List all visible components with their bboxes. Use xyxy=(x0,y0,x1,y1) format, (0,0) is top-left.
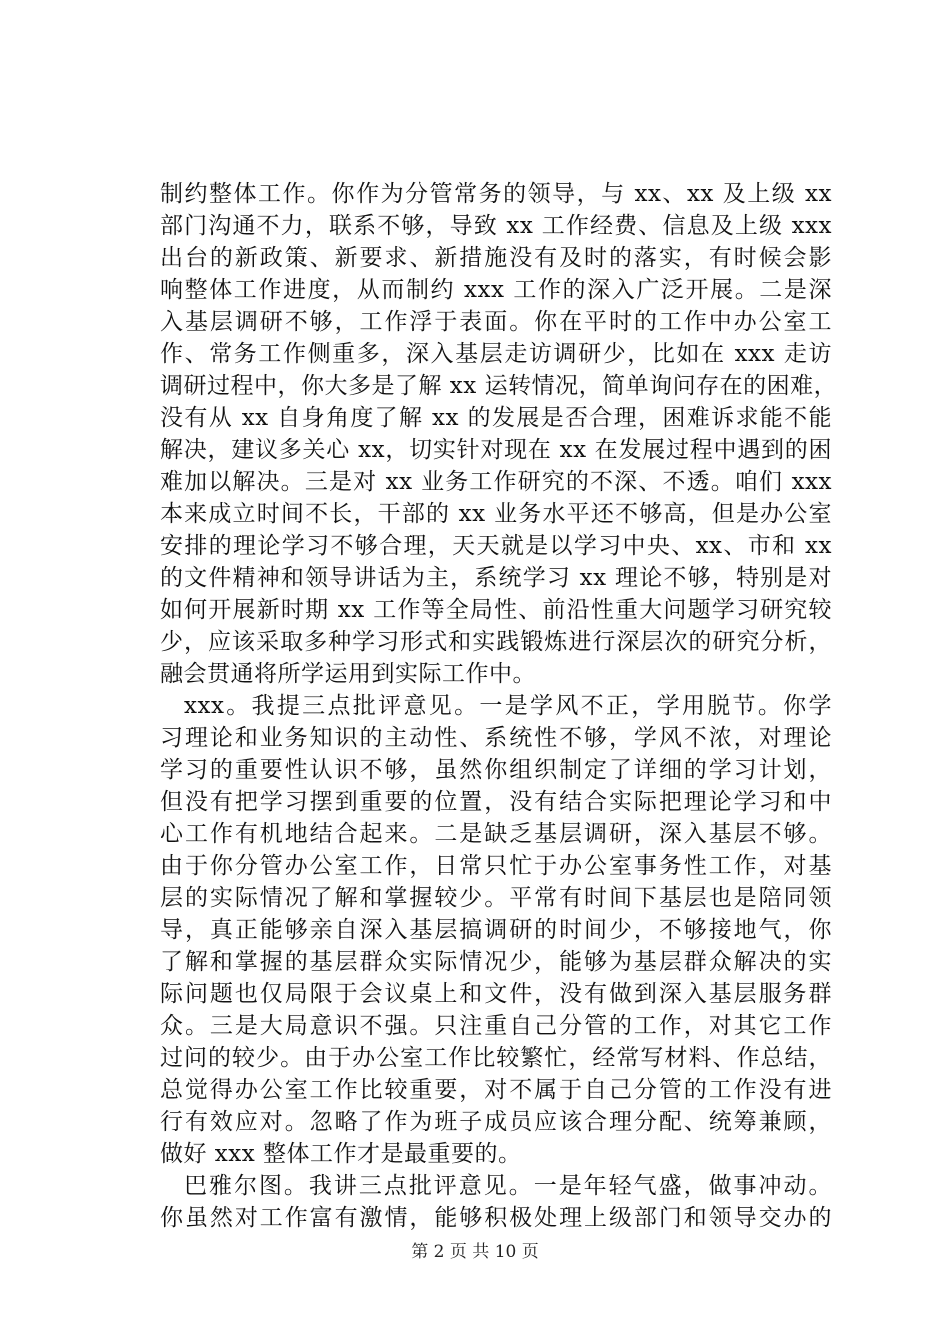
paragraph-first-line: 巴雅尔图。我讲三点批评意见。一是年轻气盛，做事冲动。 xyxy=(184,1173,832,1199)
text-line: 际问题也仅局限于会议桌上和文件，没有做到深入基层服务群 xyxy=(160,981,832,1007)
text-line: 本来成立时间不长，干部的 xx 业务水平还不够高，但是办公室 xyxy=(160,501,832,527)
text-line: 如何开展新时期 xx 工作等全局性、前沿性重大问题学习研究较 xyxy=(160,597,832,623)
text-line: 出台的新政策、新要求、新措施没有及时的落实，有时候会影 xyxy=(160,245,832,271)
text-line: 调研过程中，你大多是了解 xx 运转情况，简单询问存在的困难， xyxy=(160,373,838,399)
text-line: 少，应该采取多种学习形式和实践锻炼进行深层次的研究分析， xyxy=(160,629,832,655)
text-line: 但没有把学习摆到重要的位置，没有结合实际把理论学习和中 xyxy=(160,789,832,815)
text-line: 了解和掌握的基层群众实际情况少，能够为基层群众解决的实 xyxy=(160,949,832,975)
paragraph-first-line: xxx。我提三点批评意见。一是学风不正，学用脱节。你学 xyxy=(184,693,832,719)
text-line: 解决，建议多关心 xx，切实针对现在 xx 在发展过程中遇到的困 xyxy=(160,437,832,463)
text-line: 由于你分管办公室工作，日常只忙于办公室事务性工作，对基 xyxy=(160,853,832,879)
text-line: 响整体工作进度，从而制约 xxx 工作的深入广泛开展。二是深 xyxy=(160,277,832,303)
text-line: 习理论和业务知识的主动性、系统性不够，学风不浓，对理论 xyxy=(160,725,832,751)
text-line: 学习的重要性认识不够，虽然你组织制定了详细的学习计划， xyxy=(160,757,832,783)
text-line: 行有效应对。忽略了作为班子成员应该合理分配、统筹兼顾， xyxy=(160,1109,832,1135)
page-number-footer: 第 2 页 共 10 页 xyxy=(411,1242,539,1262)
text-line: 层的实际情况了解和掌握较少。平常有时间下基层也是陪同领 xyxy=(160,885,832,911)
text-line: 的文件精神和领导讲话为主，系统学习 xx 理论不够，特别是对 xyxy=(160,565,832,591)
text-line: 难加以解决。三是对 xx 业务工作研究的不深、不透。咱们 xxx xyxy=(160,469,832,495)
text-line: 作、常务工作侧重多，深入基层走访调研少，比如在 xxx 走访 xyxy=(160,341,832,367)
text-line: 做好 xxx 整体工作才是最重要的。 xyxy=(160,1141,522,1167)
document-body xyxy=(160,178,838,1234)
text-line: 制约整体工作。你作为分管常务的领导，与 xx、xx 及上级 xx xyxy=(160,181,832,207)
text-line: 安排的理论学习不够合理，天天就是以学习中央、xx、市和 xx xyxy=(160,533,832,559)
text-line: 没有从 xx 自身角度了解 xx 的发展是否合理，困难诉求能不能 xyxy=(160,405,832,431)
text-line: 入基层调研不够，工作浮于表面。你在平时的工作中办公室工 xyxy=(160,309,832,335)
text-line: 部门沟通不力，联系不够，导致 xx 工作经费、信息及上级 xxx xyxy=(160,213,832,239)
text-line: 众。三是大局意识不强。只注重自己分管的工作，对其它工作 xyxy=(160,1013,832,1039)
text-line: 融会贯通将所学运用到实际工作中。 xyxy=(160,661,536,687)
text-line: 导，真正能够亲自深入基层搞调研的时间少，不够接地气，你 xyxy=(160,917,832,943)
text-line: 心工作有机地结合起来。二是缺乏基层调研，深入基层不够。 xyxy=(160,821,832,847)
text-line: 总觉得办公室工作比较重要，对不属于自己分管的工作没有进 xyxy=(160,1077,832,1103)
text-line: 过问的较少。由于办公室工作比较繁忙，经常写材料、作总结， xyxy=(160,1045,832,1071)
text-line: 你虽然对工作富有激情，能够积极处理上级部门和领导交办的 xyxy=(160,1205,832,1231)
